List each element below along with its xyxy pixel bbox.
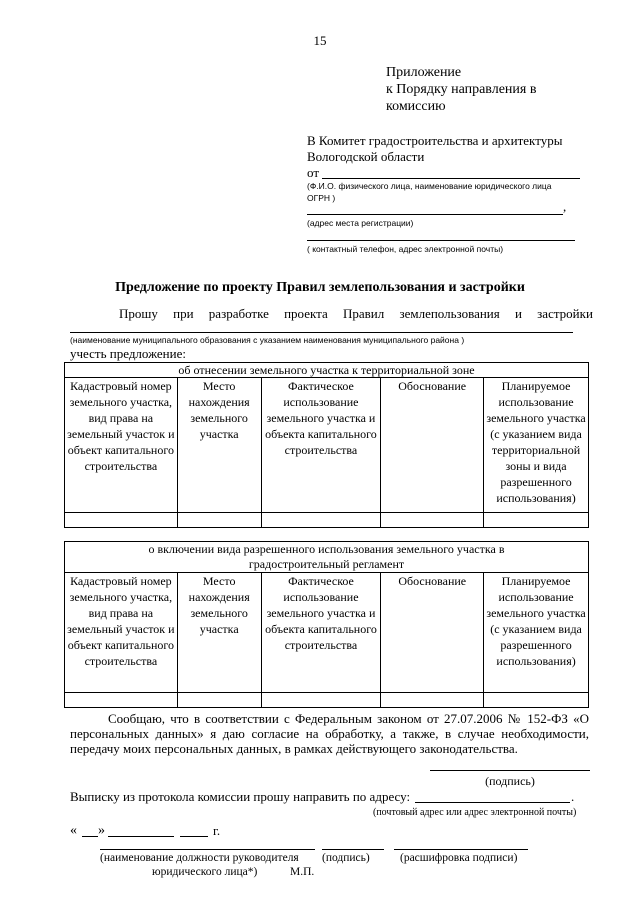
table2-col-actual-use: Фактическое использование земельного участка и объекта капитального строительства (261, 573, 381, 693)
table2-col-location: Место нахождения земельного участка (177, 573, 261, 693)
request-word: проекта (284, 306, 328, 321)
request-word: землепользования (399, 306, 500, 321)
registration-comma: , (563, 199, 567, 214)
protocol-address-line[interactable] (415, 788, 570, 803)
table2-input-cell[interactable] (484, 693, 589, 708)
date-quote-close: » (98, 823, 105, 838)
page-number: 15 (313, 33, 327, 48)
table2-input-cell[interactable] (177, 693, 261, 708)
from-field-line[interactable] (322, 162, 580, 179)
permitted-use-table (64, 541, 589, 708)
table2-col-cadastral: Кадастровый номер земельного участка, вид права на земельный участок и объект капитального строительства (65, 573, 178, 693)
table1-input-cell[interactable] (261, 513, 381, 528)
registration-hint: (адрес места регистрации) (307, 218, 414, 228)
table2-header: о включении вида разрешенного использования земельного участка в градостроительный регламент (65, 542, 589, 573)
decode-hint: (расшифровка подписи) (400, 852, 518, 864)
municipal-field-line[interactable] (70, 318, 573, 333)
request-word: и (514, 306, 522, 321)
appendix-line-1: Приложение (386, 65, 462, 80)
date-day-line[interactable] (82, 822, 98, 837)
appendix-line-3: комиссию (386, 99, 446, 114)
date-year-suffix: г. (213, 823, 221, 838)
position-hint-2: юридического лица*) (152, 866, 258, 878)
consent-paragraph: Сообщаю, что в соответствии с Федеральным законом от 27.07.2006 № 152-ФЗ «О персональных данных» я даю согласие на обработку, а также, в случае необходимости, передачу моих персональных данных, в рамках действующего законодательства. (70, 711, 589, 756)
signature-line[interactable] (430, 756, 590, 771)
stamp-place: М.П. (290, 866, 315, 878)
head-signature-hint: (подпись) (322, 852, 370, 864)
table2-col-justification: Обоснование (381, 573, 484, 693)
protocol-end: . (571, 789, 575, 804)
addressee-line-1: В Комитет градостроительства и архитектуры (307, 133, 563, 148)
contact-field-line[interactable] (307, 226, 575, 241)
table2-input-cell[interactable] (381, 693, 484, 708)
signature-label: (подпись) (485, 774, 535, 788)
table1-input-cell[interactable] (381, 513, 484, 528)
request-continue: учесть предложение: (70, 346, 186, 361)
municipal-hint: (наименование муниципального образования с указанием наименования муниципального района ) (70, 335, 465, 345)
table1-col-planned-use: Планируемое использование земельного участка (с указанием вида территориальной зоны и вида разрешенного использования) (484, 378, 589, 513)
decode-line[interactable] (394, 835, 528, 850)
registration-field-line[interactable] (307, 200, 563, 215)
table2-input-cell[interactable] (261, 693, 381, 708)
table2-col-planned-use: Планируемое использование земельного участка (с указанием вида разрешенного использования) (484, 573, 589, 693)
table1-header: об отнесении земельного участка к территориальной зоне (65, 363, 589, 378)
table1-col-cadastral: Кадастровый номер земельного участка, вид права на земельный участок и объект капитального строительства (65, 378, 178, 513)
table1-input-cell[interactable] (177, 513, 261, 528)
protocol-hint: (почтовый адрес или адрес электронной почты) (373, 807, 577, 818)
request-word: разработке (208, 306, 269, 321)
table2-input-cell[interactable] (65, 693, 178, 708)
head-signature-line[interactable] (322, 835, 384, 850)
table1-col-actual-use: Фактическое использование земельного участка и объекта капитального строительства (261, 378, 381, 513)
fio-hint-1: (Ф.И.О. физического лица, наименование юридического лица (307, 181, 552, 191)
request-word: при (173, 306, 194, 321)
from-label: от (307, 165, 320, 180)
contact-hint: ( контактный телефон, адрес электронной почты) (307, 244, 504, 254)
table1-input-cell[interactable] (65, 513, 178, 528)
fio-hint-2: ОГРН ) (307, 193, 336, 203)
request-word: Правил (342, 306, 385, 321)
appendix-line-2: к Порядку направления в (386, 82, 537, 97)
request-word: Прошу (119, 306, 158, 321)
document-title: Предложение по проекту Правил землепользования и застройки (115, 280, 525, 295)
table1-col-location: Место нахождения земельного участка (177, 378, 261, 513)
request-word: застройки (537, 306, 593, 321)
protocol-text: Выписку из протокола комиссии прошу направить по адресу: (70, 789, 411, 804)
table1-col-justification: Обоснование (381, 378, 484, 513)
position-hint-1: (наименование должности руководителя (100, 852, 299, 864)
appendix-block (386, 64, 536, 115)
table1-input-cell[interactable] (484, 513, 589, 528)
zone-proposal-table (64, 362, 589, 528)
date-quote-open: « (70, 823, 77, 838)
addressee-line-2: Вологодской области (307, 149, 425, 164)
position-line[interactable] (100, 835, 315, 850)
